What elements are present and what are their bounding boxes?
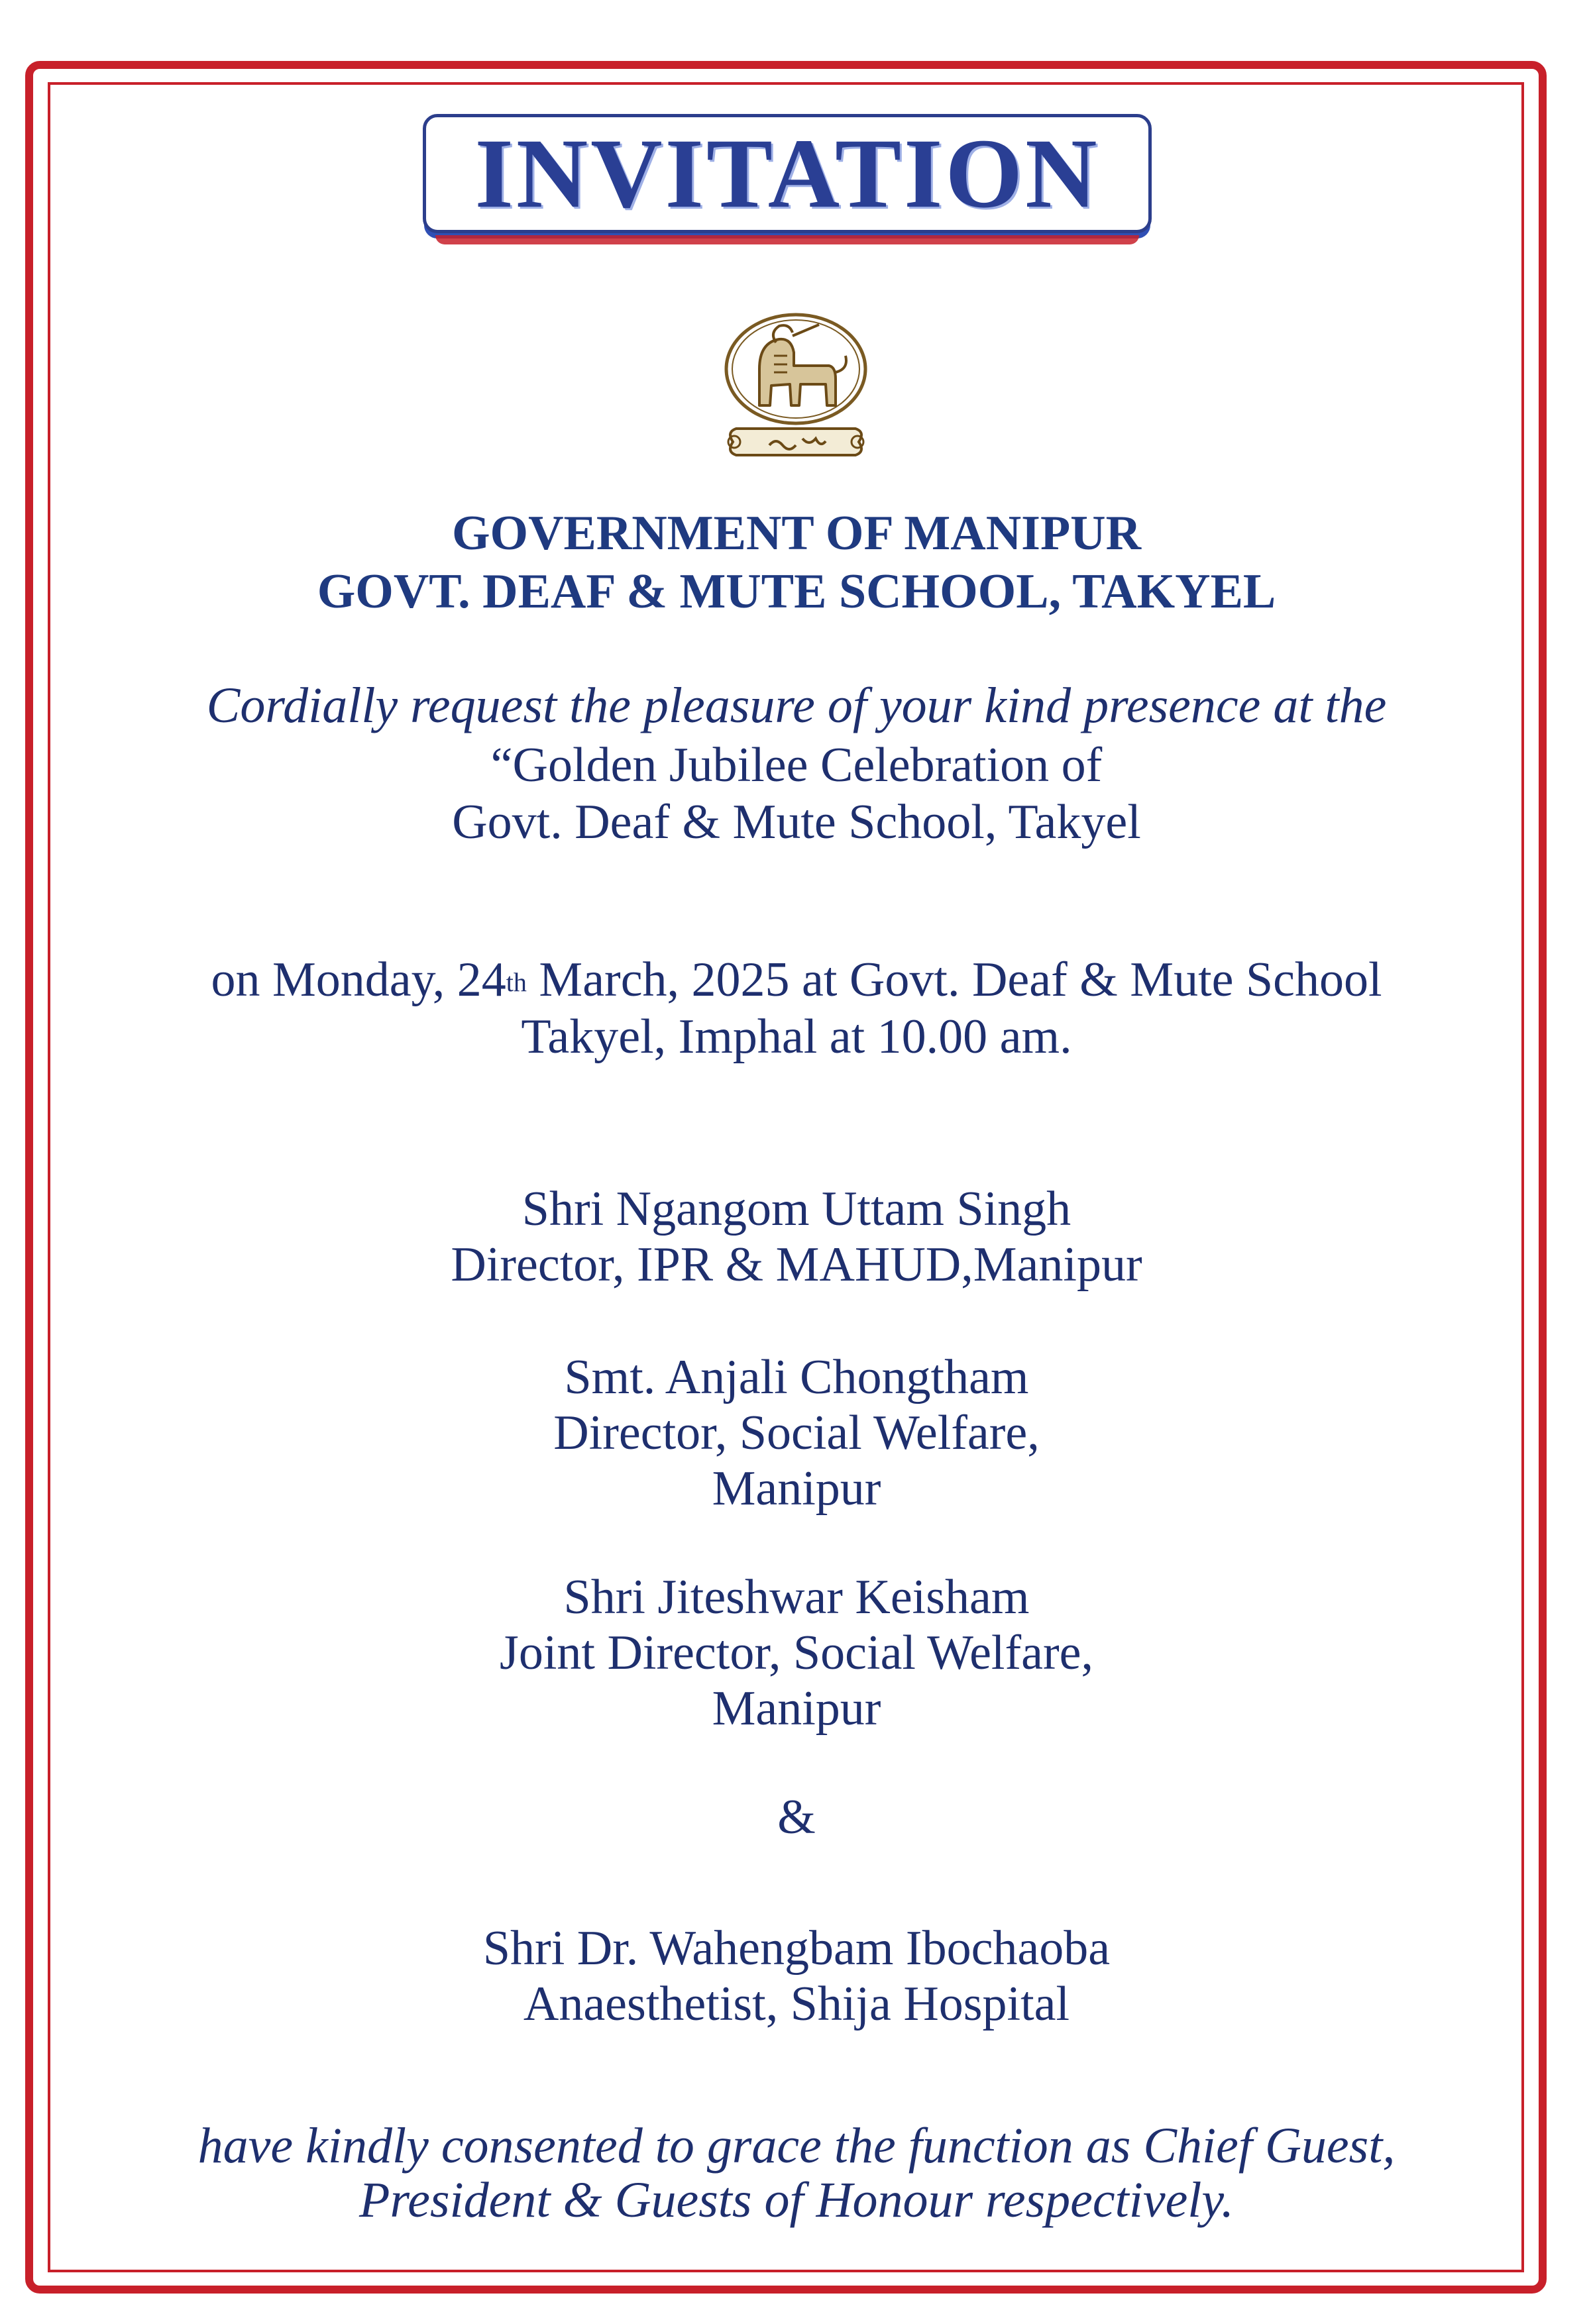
ampersand: & [777,1790,816,1844]
invitation-banner [423,114,1152,246]
request-line-2: “Golden Jubilee Celebration of [490,738,1103,792]
banner-title: INVITATION [474,119,1100,229]
guest-1-title: Director, IPR & MAHUD,Manipur [451,1238,1142,1292]
guest-2-title-2: Manipur [712,1461,881,1516]
guest-1-name: Shri Ngangom Uttam Singh [522,1182,1071,1236]
event-date-prefix: on Monday, 24 [211,953,506,1007]
closing-line-1: have kindly consented to grace the function as Chief Guest, [197,2118,1396,2174]
org-line-1: GOVERNMENT OF MANIPUR [451,506,1142,560]
guest-3-title: Joint Director, Social Welfare, [500,1626,1093,1680]
event-date-ordinal: th [506,967,527,997]
guest-2-name: Smt. Anjali Chongtham [564,1350,1029,1404]
request-line-1: Cordially request the pleasure of your kind presence at the [206,678,1387,733]
guest-4-title: Anaesthetist, Shija Hospital [523,1977,1070,2031]
guest-2-title: Director, Social Welfare, [553,1406,1040,1460]
closing-line-2: President & Guests of Honour respectively. [359,2172,1234,2228]
org-line-2: GOVT. DEAF & MUTE SCHOOL, TAKYEL [317,564,1276,619]
event-line-1 [0,951,1593,1008]
manipur-state-emblem-icon [713,306,879,472]
request-line-3: Govt. Deaf & Mute School, Takyel [452,795,1141,849]
event-line-2: Takyel, Imphal at 10.00 am. [521,1010,1072,1064]
event-date-suffix: March, 2025 at Govt. Deaf & Mute School [526,953,1382,1007]
guest-4-name: Shri Dr. Wahengbam Ibochaoba [482,1921,1111,1976]
guest-3-name: Shri Jiteshwar Keisham [563,1570,1030,1624]
guest-3-title-2: Manipur [712,1681,881,1736]
